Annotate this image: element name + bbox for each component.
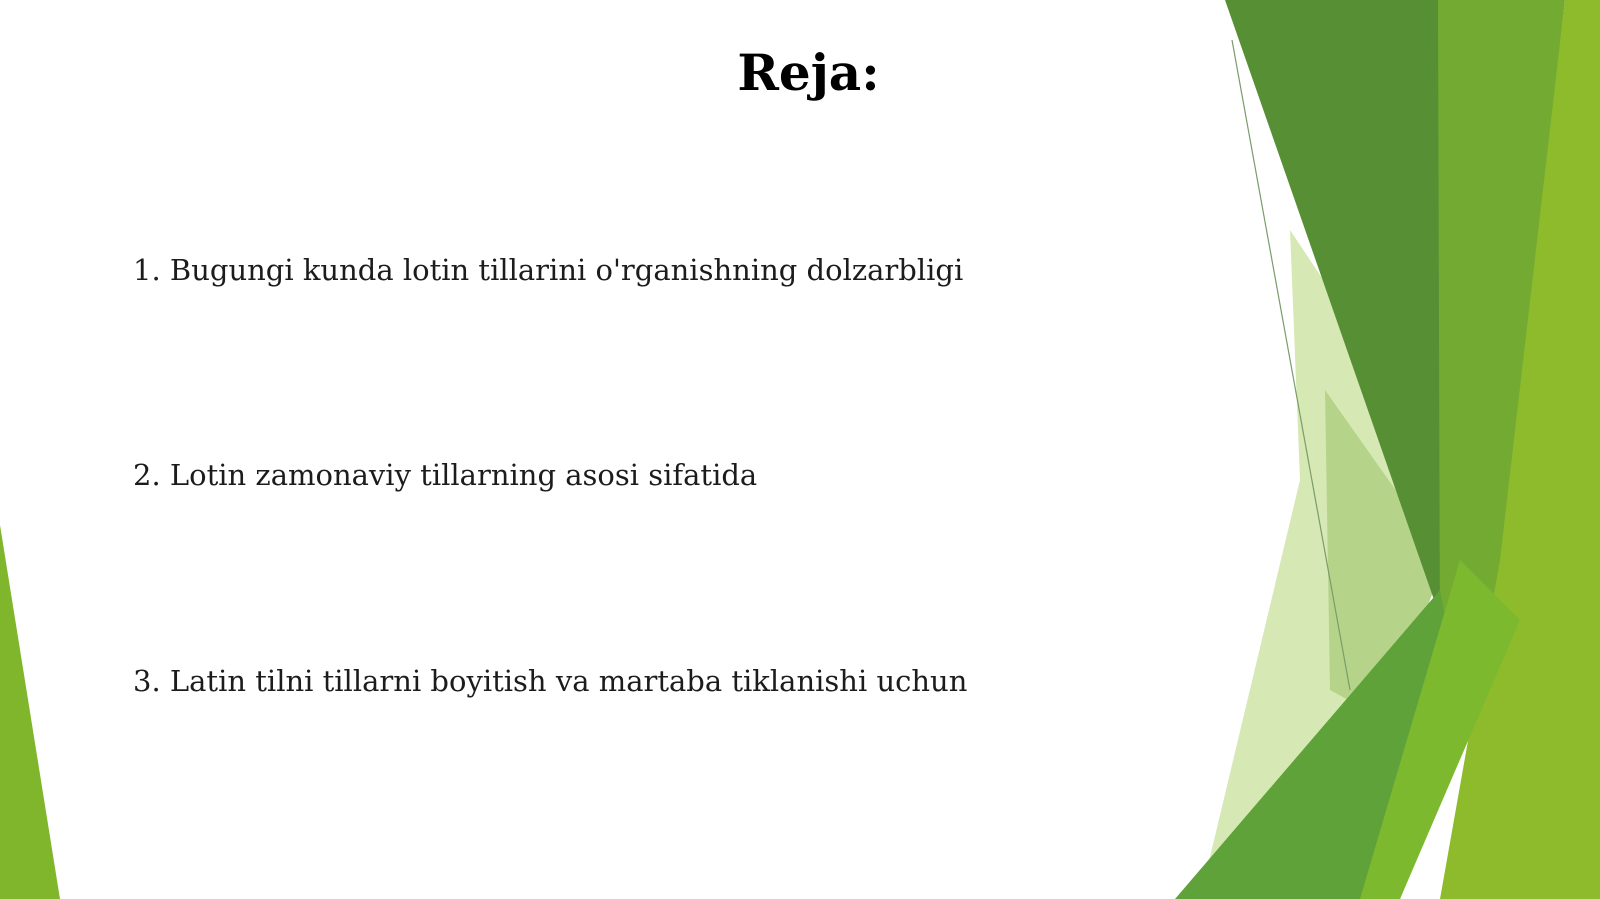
plan-item-3: 3. Latin tilni tillarni boyitish va martaba tiklanishi uchun [133, 664, 968, 698]
plan-item-1: 1. Bugungi kunda lotin tillarini o'rganishning dolzarbligi [133, 253, 964, 287]
left-green-facet [0, 525, 60, 899]
slide-title: Reja: [737, 43, 880, 102]
plan-item-2: 2. Lotin zamonaviy tillarning asosi sifatida [133, 458, 758, 492]
